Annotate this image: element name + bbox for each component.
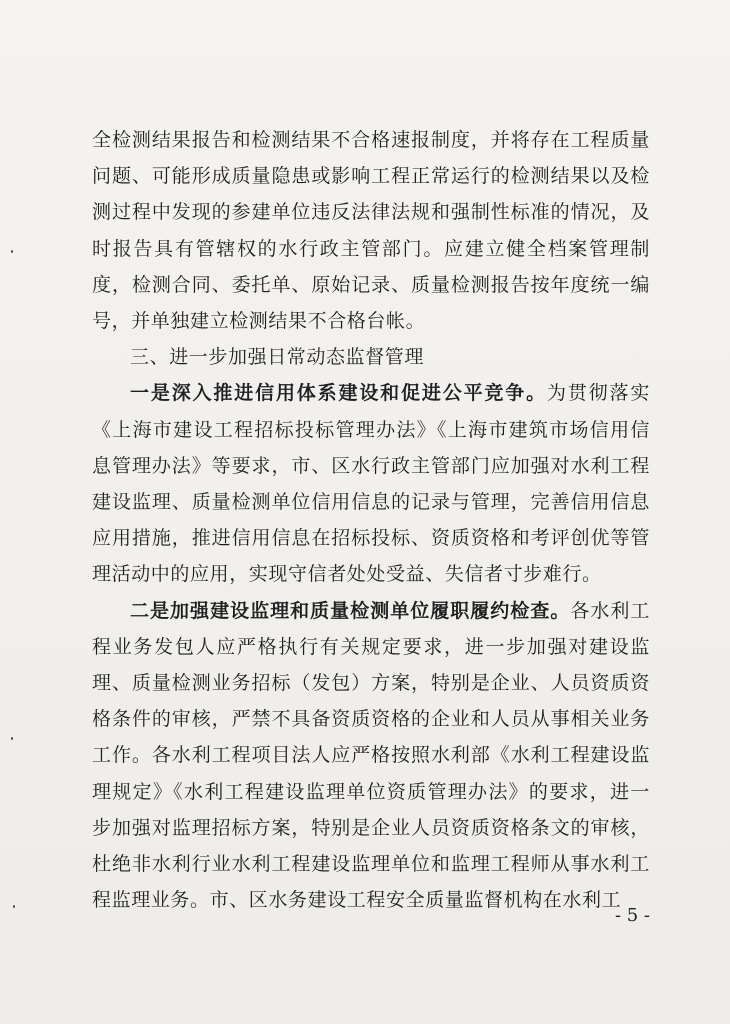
scan-speck (13, 905, 15, 908)
paragraph-lead: 二是加强建设监理和质量检测单位履职履约检查。 (130, 599, 571, 622)
paragraph-text: 全检测结果报告和检测结果不合格速报制度，并将存在工程质量问题、可能形成质量隐患或影响工程正常运行的检测结果以及检测过程中发现的参建单位违反法律法规和强制性标准的情况，及时报告具有管辖权的水行政主管部门。应建立健全档案管理制度，检测合同、委托单、原始记录、质量检测报告按年度统一编号，并单独建立检测结果不合格台帐。 (92, 129, 650, 333)
paragraph-continuation (92, 122, 650, 339)
document-body (92, 122, 650, 918)
section-heading (92, 339, 650, 375)
scan-speck (11, 737, 13, 740)
heading-text: 三、进一步加强日常动态监督管理 (130, 346, 425, 369)
scan-speck (11, 250, 13, 253)
paragraph-supervision-check (92, 593, 650, 919)
paragraph-lead: 一是深入推进信用体系建设和促进公平竞争。 (130, 382, 547, 405)
paragraph-credit-system (92, 375, 650, 592)
page-number: - 5 - (614, 905, 650, 926)
paragraph-text: 为贯彻落实《上海市建设工程招标投标管理办法》《上海市建筑市场信用信息管理办法》等要求，市、区水行政主管部门应加强对水利工程建设监理、质量检测单位信用信息的记录与管理，完善信用信息应用措施，推进信用信息在招标投标、资质资格和考评创优等管理活动中的应用，实现守信者处处受益、失信者寸步难行。 (92, 382, 650, 586)
paragraph-text: 各水利工程业务发包人应严格执行有关规定要求，进一步加强对建设监理、质量检测业务招标（发包）方案，特别是企业、人员资质资格条件的审核，严禁不具备资质资格的企业和人员从事相关业务工作。各水利工程项目法人应严格按照水利部《水利工程建设监理规定》《水利工程建设监理单位资质管理办法》的要求，进一步加强对监理招标方案，特别是企业人员资质资格条文的审核，杜绝非水利行业水利工程建设监理单位和监理工程师从事水利工程监理业务。市、区水务建设工程安全质量监督机构在水利工 (92, 599, 651, 912)
